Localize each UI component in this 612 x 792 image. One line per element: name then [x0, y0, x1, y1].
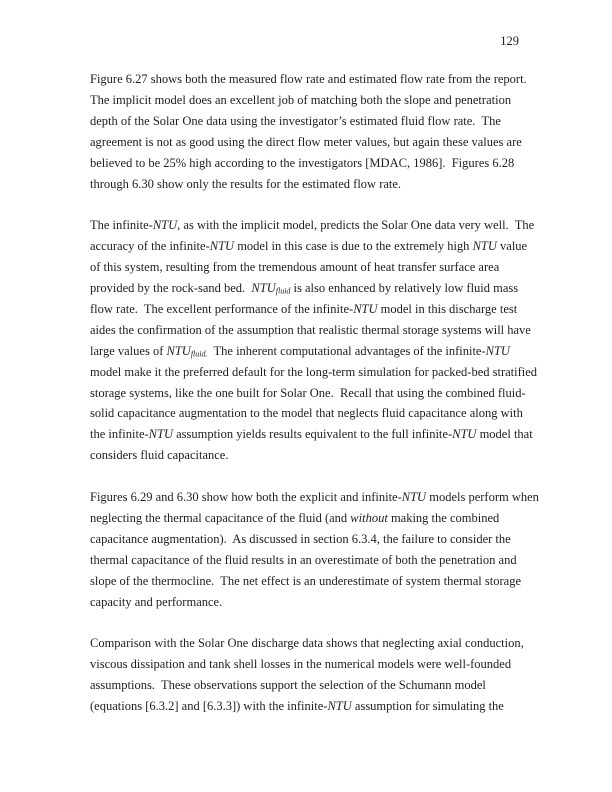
- paragraph: [90, 487, 539, 612]
- italic-term: fluid.: [190, 349, 208, 359]
- text-line: flow rate. The excellent performance of the infinite-NTU model in this discharge test: [90, 301, 518, 316]
- text-line: viscous dissipation and tank shell losses in the numerical models were well-founded: [90, 657, 512, 672]
- text-line: storage systems, like the one built for Solar One. Recall that using the combined fluid-: [90, 385, 526, 400]
- italic-term: NTU: [251, 281, 276, 296]
- text-line: the infinite-NTU assumption yields results equivalent to the full infinite-NTU model that: [90, 427, 533, 442]
- text-line: The implicit model does an excellent job of matching both the slope and penetration: [90, 92, 512, 107]
- text-line: neglecting the thermal capacitance of the fluid (and without making the combined: [90, 511, 500, 525]
- italic-term: without: [350, 511, 388, 525]
- text-line: accuracy of the infinite-NTU model in this case is due to the extremely high NTU value: [90, 239, 528, 254]
- subscript: [276, 286, 291, 295]
- italic-term: NTU: [485, 343, 510, 358]
- text-line: model make it the preferred default for the long-term simulation for packed-bed stratified: [90, 364, 538, 379]
- text-line: assumptions. These observations support the selection of the Schumann model: [90, 678, 486, 693]
- text-line: (equations [6.3.2] and [6.3.3]) with the infinite-NTU assumption for simulating the: [90, 699, 504, 714]
- text-line: believed to be 25% high according to the investigators [MDAC, 1986]. Figures 6.28: [90, 155, 515, 170]
- text-line: slope of the thermocline. The net effect is an underestimate of system thermal storage: [90, 573, 521, 588]
- paragraph: [90, 215, 538, 466]
- text-line: capacitance augmentation). As discussed in section 6.3.4, the failure to consider the: [90, 531, 511, 546]
- text-line: Figures 6.29 and 6.30 show how both the explicit and infinite-NTU models perform when: [90, 490, 539, 505]
- text-line: thermal capacitance of the fluid results in an overestimate of both the penetration and: [90, 552, 517, 567]
- italic-term: NTU: [401, 490, 427, 505]
- text-line: The infinite-NTU, as with the implicit model, predicts the Solar One data very well. The: [90, 218, 535, 233]
- text-line: depth of the Solar One data using the investigator’s estimated fluid flow rate. The: [90, 113, 501, 128]
- italic-term: NTU: [209, 239, 235, 254]
- italic-term: NTU: [166, 343, 191, 358]
- text-line: Comparison with the Solar One discharge data shows that neglecting axial conduction,: [90, 636, 524, 651]
- text-line: capacity and performance.: [90, 594, 223, 609]
- italic-term: NTU: [472, 239, 497, 254]
- text-line: through 6.30 show only the results for the estimated flow rate.: [90, 176, 402, 191]
- italic-term: fluid: [275, 286, 291, 296]
- text-line: aides the confirmation of the assumption that realistic thermal storage systems will have: [90, 322, 531, 337]
- italic-term: NTU: [152, 218, 178, 233]
- paragraph: [90, 633, 526, 717]
- italic-term: NTU: [353, 301, 378, 316]
- text-line: provided by the rock-sand bed. $NTU_{fluid}$ is also enhanced by relatively low fluid mass: [90, 281, 519, 296]
- italic-term: NTU: [148, 427, 173, 442]
- text-line: Figure 6.27 shows both the measured flow rate and estimated flow rate from the report.: [90, 72, 527, 86]
- italic-term: NTU: [327, 699, 352, 714]
- italic-term: NTU: [452, 427, 477, 442]
- subscript: [191, 349, 208, 358]
- text-line: solid capacitance augmentation to the model that neglects fluid capacitance along with: [90, 406, 523, 421]
- page-number: 129: [500, 34, 519, 48]
- text-line: of this system, resulting from the tremendous amount of heat transfer surface area: [90, 260, 500, 275]
- paragraph: [90, 69, 526, 194]
- text-line: considers fluid capacitance.: [90, 448, 229, 463]
- body-text: [90, 69, 539, 738]
- text-line: agreement is not as good using the direct flow meter values, but again these values are: [90, 134, 522, 149]
- text-line: large values of $NTU_{fluid.}$ The inherent computational advantages of the infinite-NTU: [90, 343, 510, 359]
